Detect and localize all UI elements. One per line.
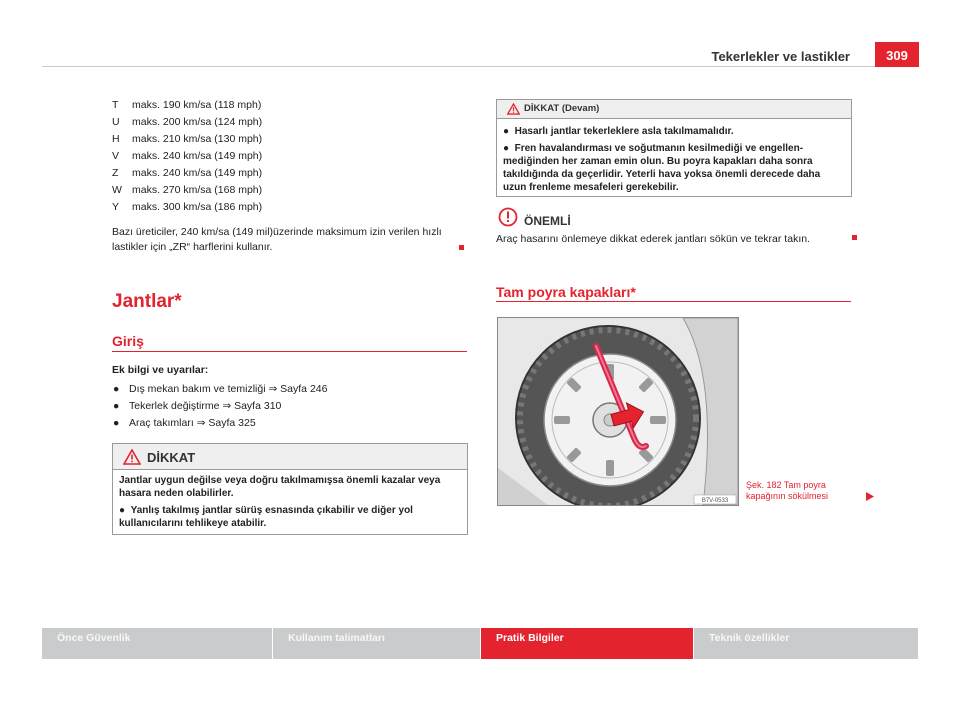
warning-para: Jantlar uygun değilse veya doğru takılmamışsa önemli kazalar veya hasara neden olabilirler. bbox=[119, 475, 441, 499]
warning-para: ● Fren havalandırması ve soğutmanın kesilmediği ve engellenmediğinden her zaman emin olun. Bu poyra kapakları daha sonra takıldığında da geçerlidir. Yeterli hava yoksa önemli derecede daha uzun frenleme mesafeleri gerekebilir. bbox=[503, 143, 821, 193]
section-title: Jantlar* bbox=[112, 291, 182, 312]
warning-para: ● Yanlış takılmış jantlar sürüş esnasında çıkabilir ve diğer yol kullanıcılarını tehlikeye atabilir. bbox=[119, 505, 413, 529]
section-end-mark bbox=[852, 235, 857, 240]
warning-para: ● Hasarlı jantlar tekerleklere asla takılmamalıdır. bbox=[503, 126, 734, 137]
hubcap-figure bbox=[497, 317, 739, 506]
subsection-rule bbox=[112, 351, 467, 352]
warning-triangle-icon bbox=[123, 449, 141, 465]
hubcap-removal-illustration bbox=[498, 318, 738, 505]
footer-tab-practical-active[interactable]: Pratik Bilgiler bbox=[481, 628, 693, 659]
warning-cont-title: DİKKAT (Devam) bbox=[524, 103, 600, 114]
speed-row: W maks. 270 km/sa (168 mph) bbox=[112, 184, 263, 196]
hubcap-section-title: Tam poyra kapakları* bbox=[496, 284, 636, 300]
warning-cont-body bbox=[497, 119, 851, 202]
hubcap-rule bbox=[496, 301, 851, 302]
page-number: 309 bbox=[875, 42, 919, 67]
warning-cont-header bbox=[497, 100, 851, 119]
continue-arrow-icon bbox=[866, 492, 874, 501]
page-header-title: Tekerlekler ve lastikler bbox=[711, 49, 850, 64]
list-item: ● Dış mekan bakım ve temizliği ⇒ Sayfa 246 bbox=[113, 383, 328, 395]
warning-box bbox=[112, 443, 468, 535]
extra-info-heading: Ek bilgi ve uyarılar: bbox=[112, 364, 209, 376]
subsection-title: Giriş bbox=[112, 333, 144, 349]
speed-row: H maks. 210 km/sa (130 mph) bbox=[112, 133, 263, 145]
speed-row: U maks. 200 km/sa (124 mph) bbox=[112, 116, 263, 128]
warning-box-title: DİKKAT bbox=[147, 450, 196, 465]
zr-note: Bazı üreticiler, 240 km/sa (149 mil)üzerinde maksimum izin verilen hızlı lastikler için „ZR“ harflerini kullanır. bbox=[112, 226, 442, 253]
speed-row: V maks. 240 km/sa (149 mph) bbox=[112, 150, 263, 162]
warning-triangle-icon bbox=[507, 103, 520, 115]
section-end-mark bbox=[459, 245, 464, 250]
warning-box-header bbox=[113, 444, 467, 470]
footer-tab-technical[interactable]: Teknik özellikler bbox=[694, 628, 918, 659]
figure-caption: Şek. 182 Tam poyra kapağının sökülmesi bbox=[746, 480, 829, 501]
important-icon bbox=[498, 207, 518, 227]
figure-code: B7V-0533 bbox=[701, 498, 729, 504]
list-item: ● Araç takımları ⇒ Sayfa 325 bbox=[113, 417, 256, 429]
speed-row: Z maks. 240 km/sa (149 mph) bbox=[112, 167, 263, 179]
speed-row: Y maks. 300 km/sa (186 mph) bbox=[112, 201, 263, 213]
footer-tab-safety[interactable]: Önce Güvenlik bbox=[42, 628, 272, 659]
warning-continued-box bbox=[496, 99, 852, 197]
header-rule bbox=[42, 66, 918, 67]
important-text: Araç hasarını önlemeye dikkat ederek jantları sökün ve tekrar takın. bbox=[496, 233, 810, 245]
footer-tab-operating[interactable]: Kullanım talimatları bbox=[273, 628, 480, 659]
warning-box-body bbox=[113, 470, 467, 538]
speed-row: T maks. 190 km/sa (118 mph) bbox=[112, 99, 262, 111]
list-item: ● Tekerlek değiştirme ⇒ Sayfa 310 bbox=[113, 400, 282, 412]
important-title: ÖNEMLİ bbox=[524, 214, 571, 228]
